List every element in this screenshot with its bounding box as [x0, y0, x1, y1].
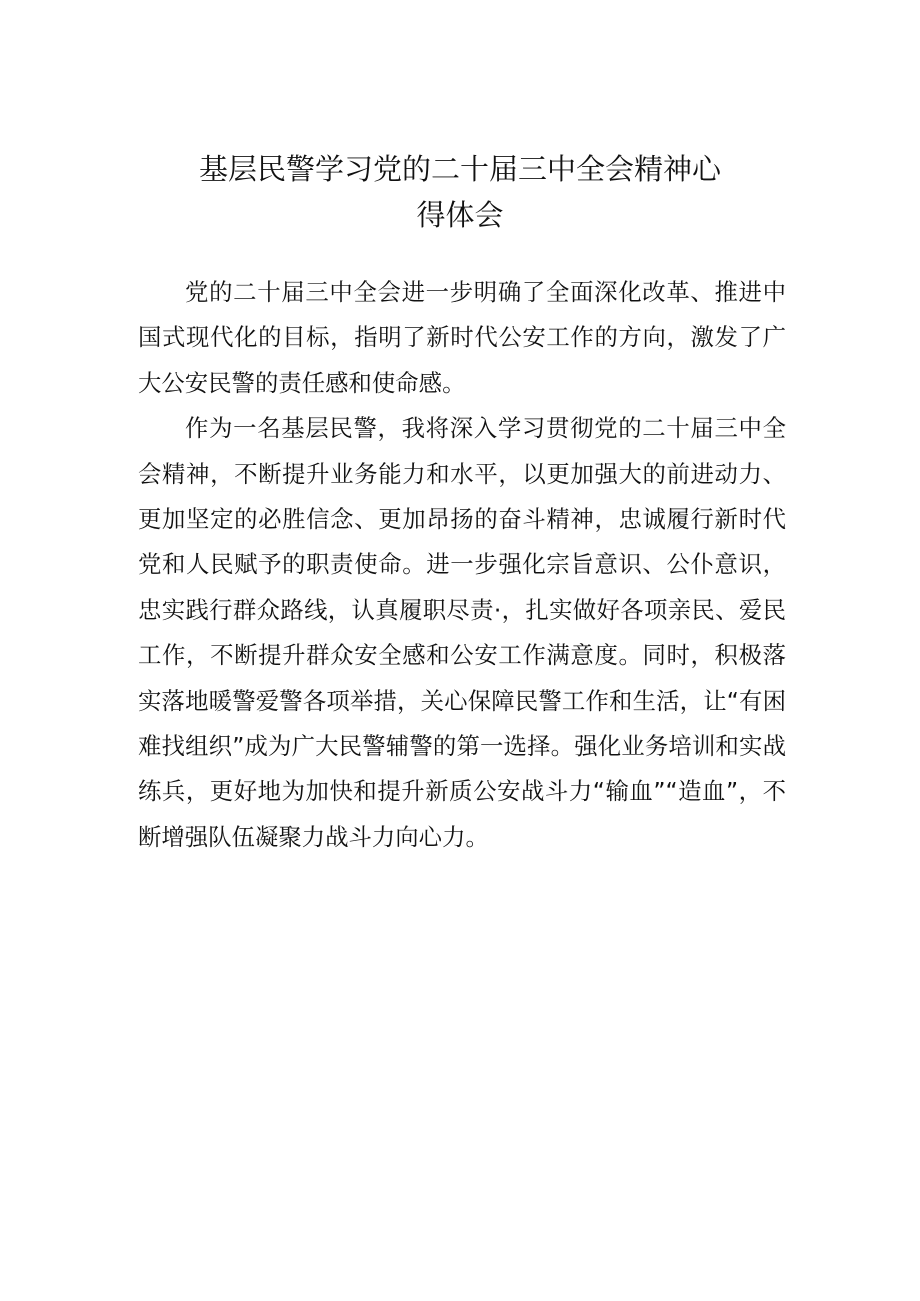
- title-line-2: 得体会: [416, 198, 504, 232]
- document-title: [140, 146, 780, 238]
- title-line-1: 基层民警学习党的二十届三中全会精神心: [198, 152, 721, 186]
- document-body: [138, 270, 786, 860]
- paragraph-1: 党的二十届三中全会进一步明确了全面深化改革、推进中国式现代化的目标，指明了新时代公安工作的方向，激发了广大公安民警的责任感和使命感。: [138, 278, 786, 397]
- paragraph-2: 作为一名基层民警，我将深入学习贯彻党的二十届三中全会精神，不断提升业务能力和水平，以更加强大的前进动力、更加坚定的必胜信念、更加昂扬的奋斗精神，忠诚履行新时代党和人民赋予的职责使命。进一步强化宗旨意识、公仆意识，忠实践行群众路线，认真履职尽责·，扎实做好各项亲民、爱民工作，不断提升群众安全感和公安工作满意度。同时，积极落实落地暖警爱警各项举措，关心保障民警工作和生活，让“有困难找组织”成为广大民警辅警的第一选择。强化业务培训和实战练兵，更好地为加快和提升新质公安战斗力“输血”“造血”，不断增强队伍凝聚力战斗力向心力。: [138, 414, 786, 851]
